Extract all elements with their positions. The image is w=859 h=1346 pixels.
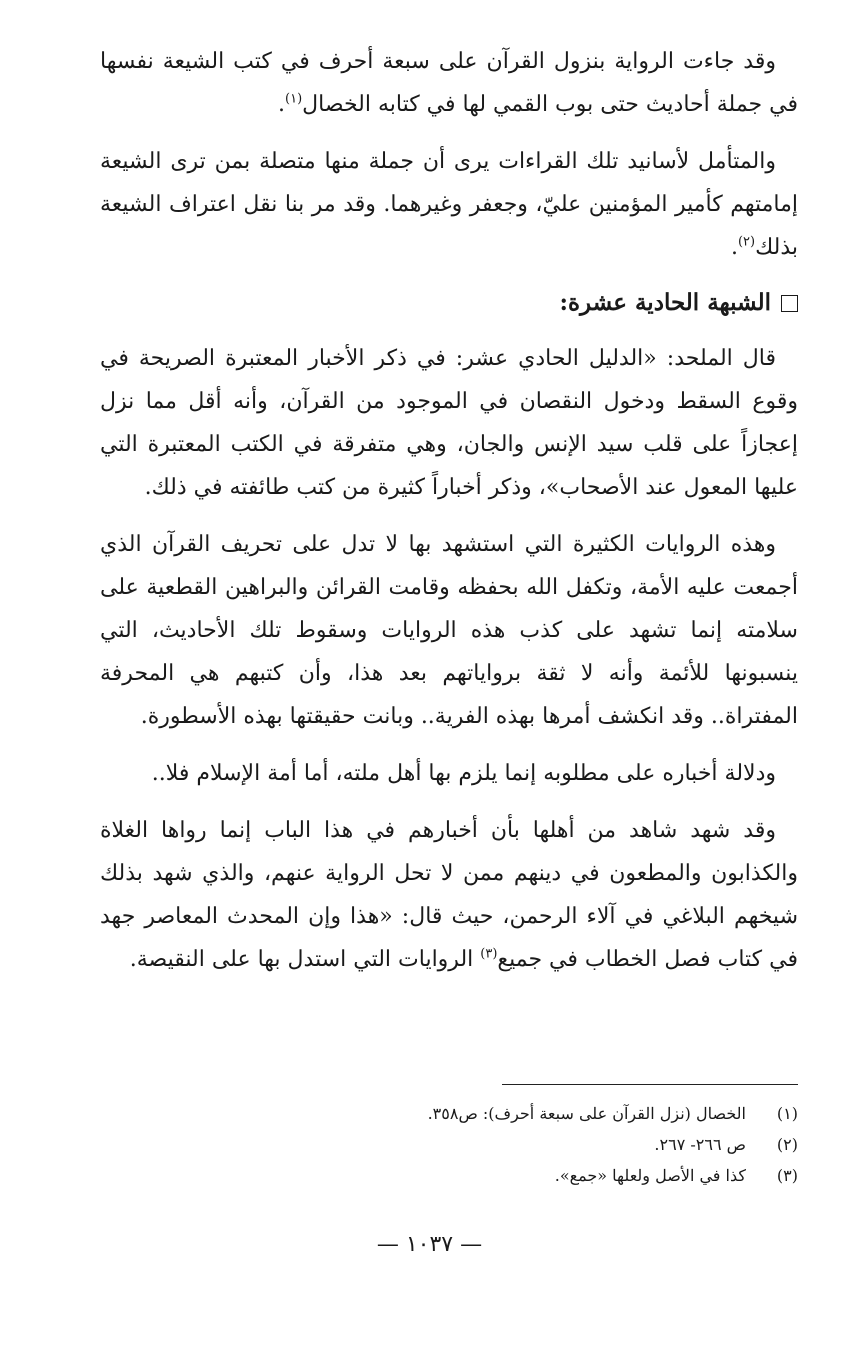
paragraph-1-tail: . (278, 92, 286, 117)
paragraph-5: ودلالة أخباره على مطلوبه إنما يلزم بها أهل ملته، أما أمة الإسلام فلا.. (151, 761, 776, 786)
footnote-ref-3[interactable]: (٣) (480, 946, 498, 962)
paragraph-2-text: والمتأمل لأسانيد تلك القراءات يرى أن جملة منها متصلة بمن ترى الشيعة إمامتهم كأمير المؤمنين عليّ، وجعفر وغيرهما. وقد مر بنا نقل اعتراف الشيعة بذلك (100, 149, 798, 260)
section-heading (100, 283, 798, 323)
footnote-number: (٣) (776, 1166, 798, 1185)
paragraph-1 (100, 40, 798, 126)
paragraph-6 (100, 809, 798, 981)
footnote-divider (502, 1084, 798, 1085)
paragraph-4: وهذه الروايات الكثيرة التي استشهد بها لا تدل على تحريف القرآن الذي أجمعت عليه الأمة، وتكفل الله بحفظه وقامت القرائن والبراهين القطعية على سلامته إنما تشهد على كذب هذه الروايات وسقوط تلك الأحاديث، التي ينسبونها للأئمة وأنه لا ثقة برواياتهم بعد هذا، وأن كتبهم هي المحرفة المفتراة.. وقد انكشف أمرها بهذه الفرية.. وبانت حقيقتها بهذه الأسطورة. (100, 532, 798, 729)
checkbox-square-icon (781, 295, 798, 312)
footnote-2 (100, 1129, 798, 1160)
section-heading-text: الشبهة الحادية عشرة: (559, 289, 771, 316)
footnote-text: الخصال (نزل القرآن على سبعة أحرف): ص٣٥٨. (427, 1104, 746, 1123)
footnote-ref-2[interactable]: (٢) (737, 234, 756, 250)
footnote-number: (٢) (776, 1135, 798, 1154)
paragraph-1-text: وقد جاءت الرواية بنزول القرآن على سبعة أحرف في كتب الشيعة نفسها في جملة أحاديث حتى بوب القمي لها في كتابه الخصال (100, 49, 798, 117)
footnotes (100, 1098, 798, 1191)
paragraph-6-text: وقد شهد شاهد من أهلها بأن أخبارهم في هذا الباب إنما رواها الغلاة والكذابون والمطعون في دينهم ممن لا تحل الرواية عنهم، والذي شهد بذلك شيخهم البلاغي في آلاء الرحمن، حيث قال: «هذا وإن المحدث المعاصر جهد في كتاب فصل الخطاب في جميع (100, 818, 798, 972)
footnote-1 (100, 1098, 798, 1129)
footnote-ref-1[interactable]: (١) (285, 91, 303, 107)
page-body (100, 40, 798, 995)
paragraph-3: قال الملحد: «الدليل الحادي عشر: في ذكر الأخبار المعتبرة الصريحة في وقوع السقط ودخول النقصان في الموجود من القرآن، وأنه أقل مما نزل إعجازاً على قلب سيد الإنس والجان، وهي متفرقة في الكتب المعتبرة التي عليها المعول عند الأصحاب»، وذكر أخباراً كثيرة من كتب طائفته في ذلك. (100, 346, 798, 500)
footnote-number: (١) (776, 1104, 798, 1123)
paragraph-2-tail: . (730, 235, 738, 260)
paragraph-6-tail: الروايات التي استدل بها على النقيصة. (129, 947, 481, 972)
footnote-text: كذا في الأصل ولعلها «جمع». (554, 1166, 746, 1185)
page-number: — ١٠٣٧ — (376, 1232, 483, 1257)
footnote-3 (100, 1160, 798, 1191)
footnote-text: ص ٢٦٦- ٢٦٧. (654, 1135, 746, 1154)
paragraph-2 (100, 140, 798, 269)
